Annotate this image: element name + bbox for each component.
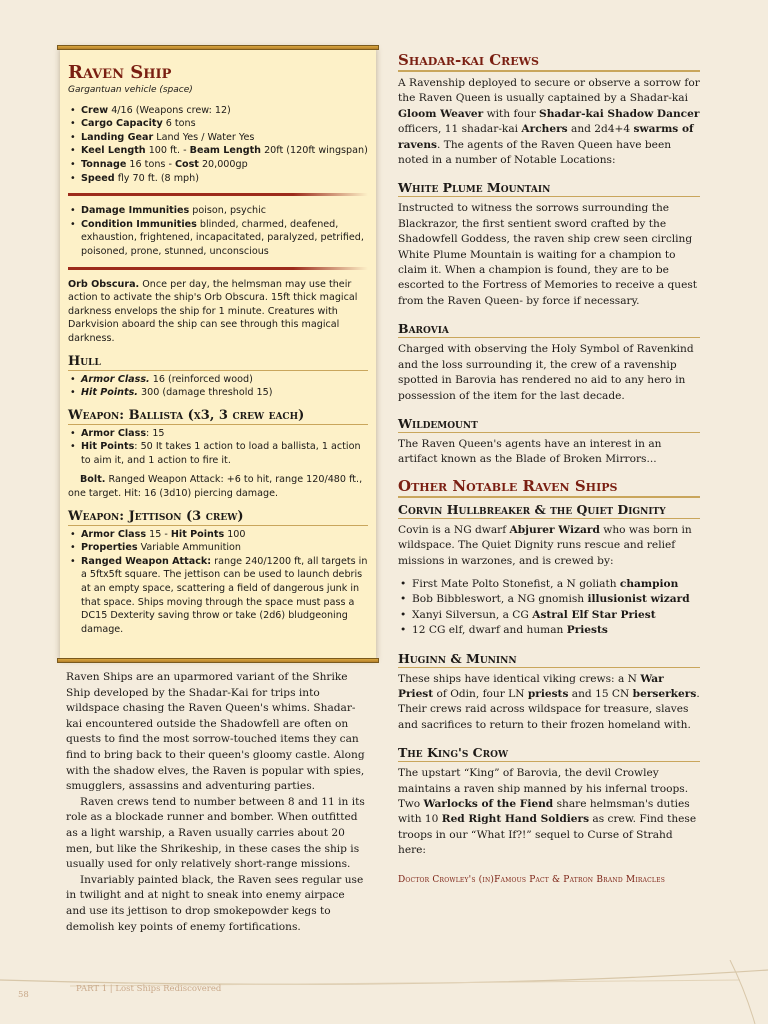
body-paragraph: Raven crews tend to number between 8 and 11 in its role as a blockade runner and bomber. When outfitted as a light warship, a Raven usually carries about 20 men, but like the Shrikeship, in these cases the ship is usually used for only relatively short-range missions. [66, 795, 365, 871]
shadar-kai-crews-heading: Shadar-kai Crews [398, 50, 700, 72]
huginn-paragraph [398, 672, 700, 734]
barovia-heading: Barovia [398, 321, 700, 338]
text-run: who was born in wildspace. The Quiet Dignity runs rescue and relief missions in warzones, and is crewed by: [398, 523, 692, 567]
white-plume-mountain-text: Instructed to witness the sorrows surrounding the Blackrazor, the first sentient sword crafted by the Shadowfell Goddess, the raven ship crew seen circling White Plume Mountain is waiting for a champion to claim it. When a champion is found, they are to be escorted to the Fortress of Memories to receive a quest from the Raven Queen- by force if necessary. [398, 202, 698, 307]
credit-link[interactable]: Doctor Crowley's (in)Famous Pact & Patron Brand Miracles [398, 874, 666, 885]
stat-cargo: • Cargo Capacity 6 tons [70, 117, 368, 131]
hull-hit-points: • Hit Points. 300 (damage threshold 15) [70, 386, 368, 400]
kings-crow-heading: The King's Crow [398, 745, 700, 762]
stat-block-subtitle: Gargantuan vehicle (space) [68, 85, 193, 95]
stat-crew: • Crew 4/16 (Weapons crew: 12) [70, 104, 368, 118]
bold-term: swarms of ravens [398, 123, 694, 151]
text-run: as crew. Find these troops in our “What If?!” sequel to Curse of Strahd here: [398, 813, 697, 857]
body-paragraph: Raven Ships are an uparmored variant of the Shrike Ship developed by the Shadar-Kai for trips into wildspace chasing the Raven Queen's whims. Shadar-kai encountered outside the Shadowfell are often on quests to find the most sorrow-touched items they can find to bring back to their queen's gloomy castle. Along with the shadow elves, the Raven is popular with spies, smugglers, assassins and adventuring parties. [66, 671, 365, 793]
crews-paragraph [398, 76, 700, 168]
text-run: share helmsman's duties with 10 [398, 798, 690, 826]
white-plume-mountain-heading: White Plume Mountain [398, 180, 700, 197]
other-ships-heading: Other Notable Raven Ships [398, 476, 700, 498]
bold-term: Warlocks of the Fiend [423, 798, 554, 810]
text-run: with four [483, 107, 540, 120]
divider [68, 267, 368, 270]
stat-block-bottom-bar [57, 658, 379, 663]
hull-list [68, 373, 368, 400]
stat-tonnage: • Tonnage 16 tons - Cost 20,000gp [70, 158, 368, 172]
condition-immunities: • Condition Immunities blinded, charmed, deafened, exhaustion, frightened, incapacitated, paralyzed, petrified, poisoned, prone, stunned, unconscious [70, 218, 368, 259]
bold-term: Abjurer Wizard [509, 523, 600, 536]
hull-heading: Hull [68, 354, 368, 371]
bold-term: berserkers [632, 687, 697, 700]
text-run: . Their crews raid across wildspace for treasure, slaves and sacrifices to return to their frozen homeland with. [398, 687, 700, 731]
bold-term: Red Right Hand Soldiers [441, 813, 590, 826]
corvin-crew-list [398, 577, 700, 639]
text-run: . The agents of the Raven Queen have been noted in a number of Notable Locations: [398, 138, 672, 167]
ship-stats-list [68, 104, 368, 186]
text-run: of Odin, four LN [433, 687, 528, 700]
right-column [398, 50, 700, 888]
list-item: • Xanyi Silversun, a CG Astral Elf Star Priest [398, 608, 700, 623]
text-run: Covin is a NG dwarf [398, 523, 510, 536]
stat-landing-gear: • Landing Gear Land Yes / Water Yes [70, 131, 368, 145]
left-body-text [66, 670, 366, 935]
wildemount-heading: Wildemount [398, 416, 700, 433]
jettison-armor-class: • Armor Class 15 - Hit Points 100 [70, 528, 368, 542]
text-run: and 2d4+4 [567, 123, 634, 136]
text-run: The upstart “King” of Barovia, the devil Crowley maintains a raven ship manned by his infernal troops. Two [398, 767, 689, 810]
stat-keel-length: • Keel Length 100 ft. - Beam Length 20ft (120ft wingspan) [70, 144, 368, 158]
damage-immunities: • Damage Immunities poison, psychic [70, 204, 368, 218]
text-run: These ships have identical viking crews: a N [398, 672, 641, 685]
ballista-armor-class: • Armor Class: 15 [70, 427, 368, 441]
orb-obscura: Orb Obscura. Once per day, the helmsman may use their action to activate the ship's Orb Obscura. 15ft thick magical darkness envelops the ship for 1 minute. Creatures with Darkvision aboard the ship can see through this magical darkness. [68, 278, 358, 344]
corvin-heading: Corvin Hullbreaker & the Quiet Dignity [398, 502, 700, 519]
hull-armor-class: • Armor Class. 16 (reinforced wood) [70, 373, 368, 387]
bold-term: Gloom Weaver [398, 107, 484, 120]
bold-term: War Priest [398, 672, 664, 700]
ballista-list [68, 427, 368, 468]
divider [68, 193, 368, 196]
jettison-list [68, 528, 368, 637]
bold-term: Archers [521, 123, 568, 136]
bolt-attack: Bolt. Ranged Weapon Attack: +6 to hit, range 120/480 ft., one target. Hit: 16 (3d10) piercing damage. [68, 474, 363, 500]
list-item: • 12 CG elf, dwarf and human Priests [398, 623, 700, 638]
ballista-hit-points: • Hit Points: 50 It takes 1 action to load a ballista, 1 action to aim it, and 1 action to fire it. [70, 440, 368, 467]
wildemount-text: The Raven Queen's agents have an interest in an artifact known as the Blade of Broken Mirrors... [398, 437, 662, 466]
body-paragraph: Invariably painted black, the Raven sees regular use in twilight and at night to sneak into enemy airpace and use its jettison to drop smokepowder kegs to demolish key points of enemy fortifications. [66, 873, 364, 933]
jettison-properties: • Properties Variable Ammunition [70, 541, 368, 555]
footer-part-text: PART 1 | Lost Ships Rediscovered [76, 984, 222, 994]
immunities-list [68, 204, 368, 258]
barovia-text: Charged with observing the Holy Symbol of Ravenkind and the loss surrounding it, the crew of a ravenship spotted in Barovia has rendered no aid to any hero in possession of the item for the last decade. [398, 343, 694, 402]
list-item: • First Mate Polto Stonefist, a N goliath champion [398, 577, 700, 592]
kings-crow-paragraph [398, 766, 700, 858]
text-run: A Ravenship deployed to secure or observe a sorrow for the Raven Queen is usually captained by a Shadar-kai [398, 77, 700, 105]
stat-block-title: Raven Ship [68, 62, 172, 83]
ballista-heading: Weapon: Ballista (x3, 3 crew each) [68, 408, 368, 425]
corvin-paragraph [398, 523, 700, 569]
page-number: 58 [18, 990, 29, 1000]
bold-term: Shadar-kai Shadow Dancer [539, 107, 700, 120]
bold-term: priests [527, 687, 569, 700]
stat-block-top-bar [57, 45, 379, 50]
text-run: and 15 CN [568, 687, 633, 700]
stat-block [60, 48, 376, 660]
text-run: officers, 11 shadar-kai [398, 123, 522, 136]
jettison-heading: Weapon: Jettison (3 crew) [68, 509, 368, 526]
list-item: • Bob Bibbleswort, a NG gnomish illusionist wizard [398, 592, 700, 607]
jettison-ranged-attack: • Ranged Weapon Attack: range 240/1200 ft, all targets in a 5ftx5ft square. The jettison can be used to launch debris at an empty space, scattering a field of dangerous junk in that space. Ships moving through the space must pass a DC15 Dexterity saving throw or take (2d6) bludgeoning damage. [70, 555, 368, 637]
stat-speed: • Speed fly 70 ft. (8 mph) [70, 172, 368, 186]
huginn-muninn-heading: Huginn & Muninn [398, 651, 700, 668]
